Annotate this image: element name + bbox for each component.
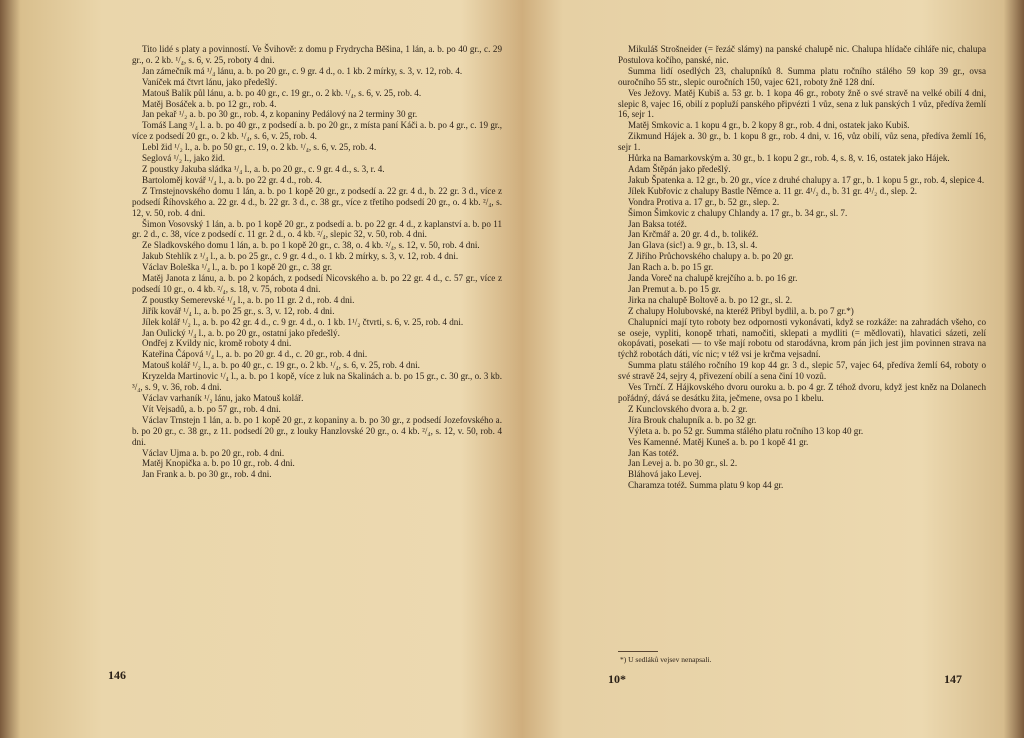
right-page-text	[618, 44, 986, 491]
paragraph: Bartoloměj kovář ¹/₄ l., a. b. po 22 gr. 4 d., rob. 4.	[142, 174, 322, 185]
paragraph: Charamza totéž. Summa platu 9 kop 44 gr.	[628, 480, 784, 491]
paragraph: Jan Premut a. b. po 15 gr.	[628, 283, 721, 294]
paragraph: Václav Ujma a. b. po 20 gr., rob. 4 dni.	[142, 447, 285, 458]
paragraph: Jakub Špatenka a. 12 gr., b. 20 gr., více z druhé chalupy a. 17 gr., b. 1 kopu 5 gr., rob. 4, slepice 4.	[628, 174, 985, 185]
paragraph: Tomáš Lang ³/₄ l. a. b. po 40 gr., z podsedí a. b. po 20 gr., z místa paní Káči a. b. po 4 gr., c. 19 gr., více z podsedí 20 gr., o. 2 kb. ¹/₄, s. 6, v. 25, rob. 4.	[132, 120, 502, 142]
paragraph: Matěj Knopička a. b. po 10 gr., rob. 4 dni.	[142, 458, 295, 469]
paragraph: Janda Voreč na chalupě krejčího a. b. po 16 gr.	[628, 273, 798, 284]
paragraph: Jílek Kubřovic z chalupy Bastle Němce a. 11 gr. 4¹/₂ d., b. 31 gr. 4¹/₂ d., slep. 2.	[628, 185, 918, 196]
paragraph: Jirka na chalupě Boltově a. b. po 12 gr., sl. 2.	[628, 294, 793, 305]
right-page	[540, 0, 1010, 738]
paragraph: Hůrka na Bamarkovským a. 30 gr., b. 1 kopu 2 gr., rob. 4, s. 8, v. 16, ostatek jako Hájek.	[628, 153, 950, 164]
paragraph: Z Trnstejnovského domu 1 lán, a. b. po 1 kopě 20 gr., z podsedí a. 22 gr. 4 d., b. 22 gr. 3 d., více z podsedí Říhovského a. 22 gr. 4 d., b. 22 gr. 3 d., c. 38 gr., více z třetího podsedí 20 gr., o. 4 kb. ²/₄, s. 12, v. 50, rob. 4 dni.	[132, 185, 502, 218]
paragraph: Kryzelda Martinovic ¹/₄ l., a. b. po 1 kopě, více z luk na Skalinách a. b. po 15 gr., c. 30 gr., o. 3 kb. ³/₄, s. 9, v. 36, rob. 4 dni.	[132, 371, 502, 393]
paragraph: Jakub Stehlík z ¹/₄ l., a. b. po 25 gr., c. 9 gr. 4 d., o. 1 kb. 2 mírky, s. 3, v. 12, rob. 4 dni.	[142, 251, 459, 262]
paragraph: Tito lidé s platy a povinností. Ve Švihově: z domu p Frydrycha Běšina, 1 lán, a. b. po 40 gr., c. 29 gr., o. 2 kb. ¹/₄, s. 6, v. 25, roboty 4 dni.	[132, 44, 502, 65]
page-number: 146	[108, 668, 126, 682]
paragraph: Václav Trnstejn 1 lán, a. b. po 1 kopě 20 gr., z kopaniny a. b. po 30 gr., z podsedí Jozefovského a. b. po 20 gr., c. 38 gr., z 11. podsedí 20 gr., z louky Hanzlovské 20 gr., o. 4 kb. ²/₄, s. 12, v. 50, rob. 4 dni.	[132, 414, 502, 447]
paragraph: Bláhová jako Levej.	[628, 469, 702, 480]
paragraph: Jílek kolář ¹/₂ l., a. b. po 42 gr. 4 d., c. 9 gr. 4 d., o. 1 kb. 1¹/₂ čtvrti, s. 6, v. 25, rob. 4 dni.	[142, 316, 464, 327]
signature-mark: 10*	[608, 672, 626, 686]
paragraph: Matouš Balík půl lánu, a. b. po 40 gr., c. 19 gr., o. 2 kb. ¹/₄, s. 6, v. 25, rob. 4.	[142, 87, 422, 98]
paragraph: Z poustky Jakuba sládka ¹/₄ l., a. b. po 20 gr., c. 9 gr. 4 d., s. 3, r. 4.	[142, 163, 385, 174]
paragraph: Zikmund Hájek a. 30 gr., b. 1 kopu 8 gr., rob. 4 dni, v. 16, vůz obilí, vůz sena, předíva žemlí 16, sejr 1.	[618, 131, 986, 153]
paragraph: Výleta a. b. po 52 gr. Summa stálého platu ročního 13 kop 40 gr.	[628, 425, 864, 436]
paragraph: Z Kunclovského dvora a. b. 2 gr.	[628, 403, 748, 414]
paragraph: Jan Kas totéž.	[628, 447, 679, 458]
paragraph: Jan Frank a. b. po 30 gr., rob. 4 dni.	[142, 469, 272, 480]
left-page	[14, 0, 524, 738]
paragraph: Ves Trnčí. Z Hájkovského dvoru ouroku a. b. po 4 gr. Z téhož dvoru, když jest kněz na Dolanech pořádný, dává se desátku žita, ječmene, ovsa po 1 kbelu.	[618, 382, 986, 403]
paragraph: Matouš kolář ¹/₂ l., a. b. po 40 gr., c. 19 gr., o. 2 kb. ¹/₄, s. 6, v. 25, rob. 4 dni.	[142, 360, 420, 371]
paragraph: Seglová ¹/₂ l., jako žid.	[142, 153, 225, 164]
left-page-text	[132, 44, 502, 480]
paragraph: Ves Ježovy. Matěj Kubiš a. 53 gr. b. 1 kopa 46 gr., roboty žně o své stravě na velké obilí 4 dni, slepic 8, vajec 16, obilí z popluží panského připvézti 1 vůz, sena z luk panských 1 vůz, předíva žemlí 16, sejr 1.	[618, 87, 986, 120]
paragraph: Václav varhaník ¹/₂ lánu, jako Matouš kolář.	[142, 393, 304, 403]
paragraph: Jíra Brouk chalupník a. b. po 32 gr.	[628, 414, 757, 425]
paragraph: Jiřík kovář ¹/₄ l., a. b. po 25 gr., s. 3, v. 12, rob. 4 dni.	[142, 305, 335, 316]
page-number: 147	[944, 672, 962, 686]
footnote: *) U sedláků vejsev nenapsali.	[620, 655, 712, 664]
paragraph: Šimon Vosovský 1 lán, a. b. po 1 kopě 20 gr., z podsedí a. b. po 22 gr. 4 d., z kaplanství a. b. po 11 gr. 2 d., c. 38, více z podsedí c. 11 gr. 2 d., o. 4 kb. ²/₄, slepic 32, v. 50, rob. 4 dni.	[132, 218, 502, 240]
paragraph: Jan Levej a. b. po 30 gr., sl. 2.	[628, 458, 738, 469]
paragraph: Z Jiřího Průchovského chalupy a. b. po 20 gr.	[628, 251, 794, 262]
footnote-rule	[618, 651, 658, 652]
paragraph: Matěj Smkovic a. 1 kopu 4 gr., b. 2 kopy 8 gr., rob. 4 dni, ostatek jako Kubiš.	[628, 120, 910, 131]
paragraph: Summa lidí osedlých 23, chalupníků 8. Summa platu ročního stálého 59 kop 39 gr., ovsa ouročního 55 str., slepic ouročních 150, vajec 621, roboty žně 128 dní.	[618, 65, 986, 87]
paragraph: Jan zámečník má ¹/₄ lánu, a. b. po 20 gr., c. 9 gr. 4 d., o. 1 kb. 2 mírky, s. 3, v. 12, rob. 4.	[142, 65, 463, 76]
paragraph: Z chalupy Holubovské, na kteréž Přibyl bydlil, a. b. po 7 gr.*)	[628, 305, 854, 316]
paragraph: Vaníček má čtvrt lánu, jako předešlý.	[142, 76, 278, 87]
paragraph: Jan Krčmář a. 20 gr. 4 d., b. tolikéž.	[628, 229, 759, 240]
paragraph: Ondřej z Kvildy nic, kromě roboty 4 dni.	[142, 338, 292, 349]
paragraph: Šimon Šimkovic z chalupy Chlandy a. 17 gr., b. 34 gr., sl. 7.	[628, 207, 848, 218]
paragraph: Mikuláš Strošneider (= řezáč slámy) na panské chalupě nic. Chalupa hlídače cihláře nic, chalupa Postulova kočího, panské, nic.	[618, 44, 986, 65]
paragraph: Kateřina Čápová ¹/₄ l., a. b. po 20 gr. 4 d., c. 20 gr., rob. 4 dni.	[142, 349, 368, 360]
paragraph: Chalupníci mají tyto roboty bez odpornosti vykonávati, když se rozkáže: na zahradách všeho, co se oseje, vypliti, konopě trhati, namočiti, sklepati a mydliti (= mědlovati), hlavatici sázeti, zelí okopávati, posekati — to vše mají robotu od starodávna, krom pán jich jest jim povinnen strava na týchž robotách dáti, víc nic; v též vsi je krčma vejsadní.	[618, 316, 986, 360]
paragraph: Adam Štěpán jako předešlý.	[628, 163, 731, 174]
paragraph: Jan pekař ¹/₂ a. b. po 30 gr., rob. 4, z kopaniny Pedálový na 2 terminy 30 gr.	[142, 109, 418, 120]
paragraph: Ze Sladkovského domu 1 lán, a. b. po 1 kopě 20 gr., c. 38, o. 4 kb. ²/₄, s. 12, v. 50, rob. 4 dni.	[142, 240, 480, 251]
paragraph: Jan Rach a. b. po 15 gr.	[628, 262, 714, 273]
paragraph: Lebl žid ¹/₂ l., a. b. po 50 gr., c. 19, o. 2 kb. ¹/₄, s. 6, v. 25, rob. 4.	[142, 142, 377, 153]
paragraph: Summa platu stálého ročního 19 kop 44 gr. 3 d., slepic 57, vajec 64, předíva žemlí 64, roboty o své stravě 24, sejry 4, přivezení obilí a sena činí 10 vozů.	[618, 360, 986, 382]
paragraph: Vít Vejsadů, a. b. po 57 gr., rob. 4 dni.	[142, 403, 281, 414]
paragraph: Matěj Janota z lánu, a. b. po 2 kopách, z podsedí Nicovského a. b. po 22 gr. 4 d., c. 57 gr., více z podsedí 10 gr., o. 4 kb. ²/₄, s. 18, v. 75, robota 4 dni.	[132, 273, 502, 294]
paragraph: Matěj Bosáček a. b. po 12 gr., rob. 4.	[142, 98, 277, 109]
paragraph: Ves Kamenné. Matěj Kuneš a. b. po 1 kopě 41 gr.	[628, 436, 809, 447]
paragraph: Jan Oulický ¹/₄ l., a. b. po 20 gr., ostatní jako předešlý.	[142, 327, 340, 338]
paragraph: Jan Glava (sic!) a. 9 gr., b. 13, sl. 4.	[628, 240, 758, 251]
paragraph: Z poustky Semerevské ¹/₄ l., a. b. po 11 gr. 2 d., rob. 4 dni.	[142, 294, 355, 305]
paragraph: Václav Boleška ¹/₄ l., a. b. po 1 kopě 20 gr., c. 38 gr.	[142, 262, 333, 273]
paragraph: Vondra Protiva a. 17 gr., b. 52 gr., slep. 2.	[628, 196, 780, 207]
paragraph: Jan Baksa totéž.	[628, 218, 687, 229]
